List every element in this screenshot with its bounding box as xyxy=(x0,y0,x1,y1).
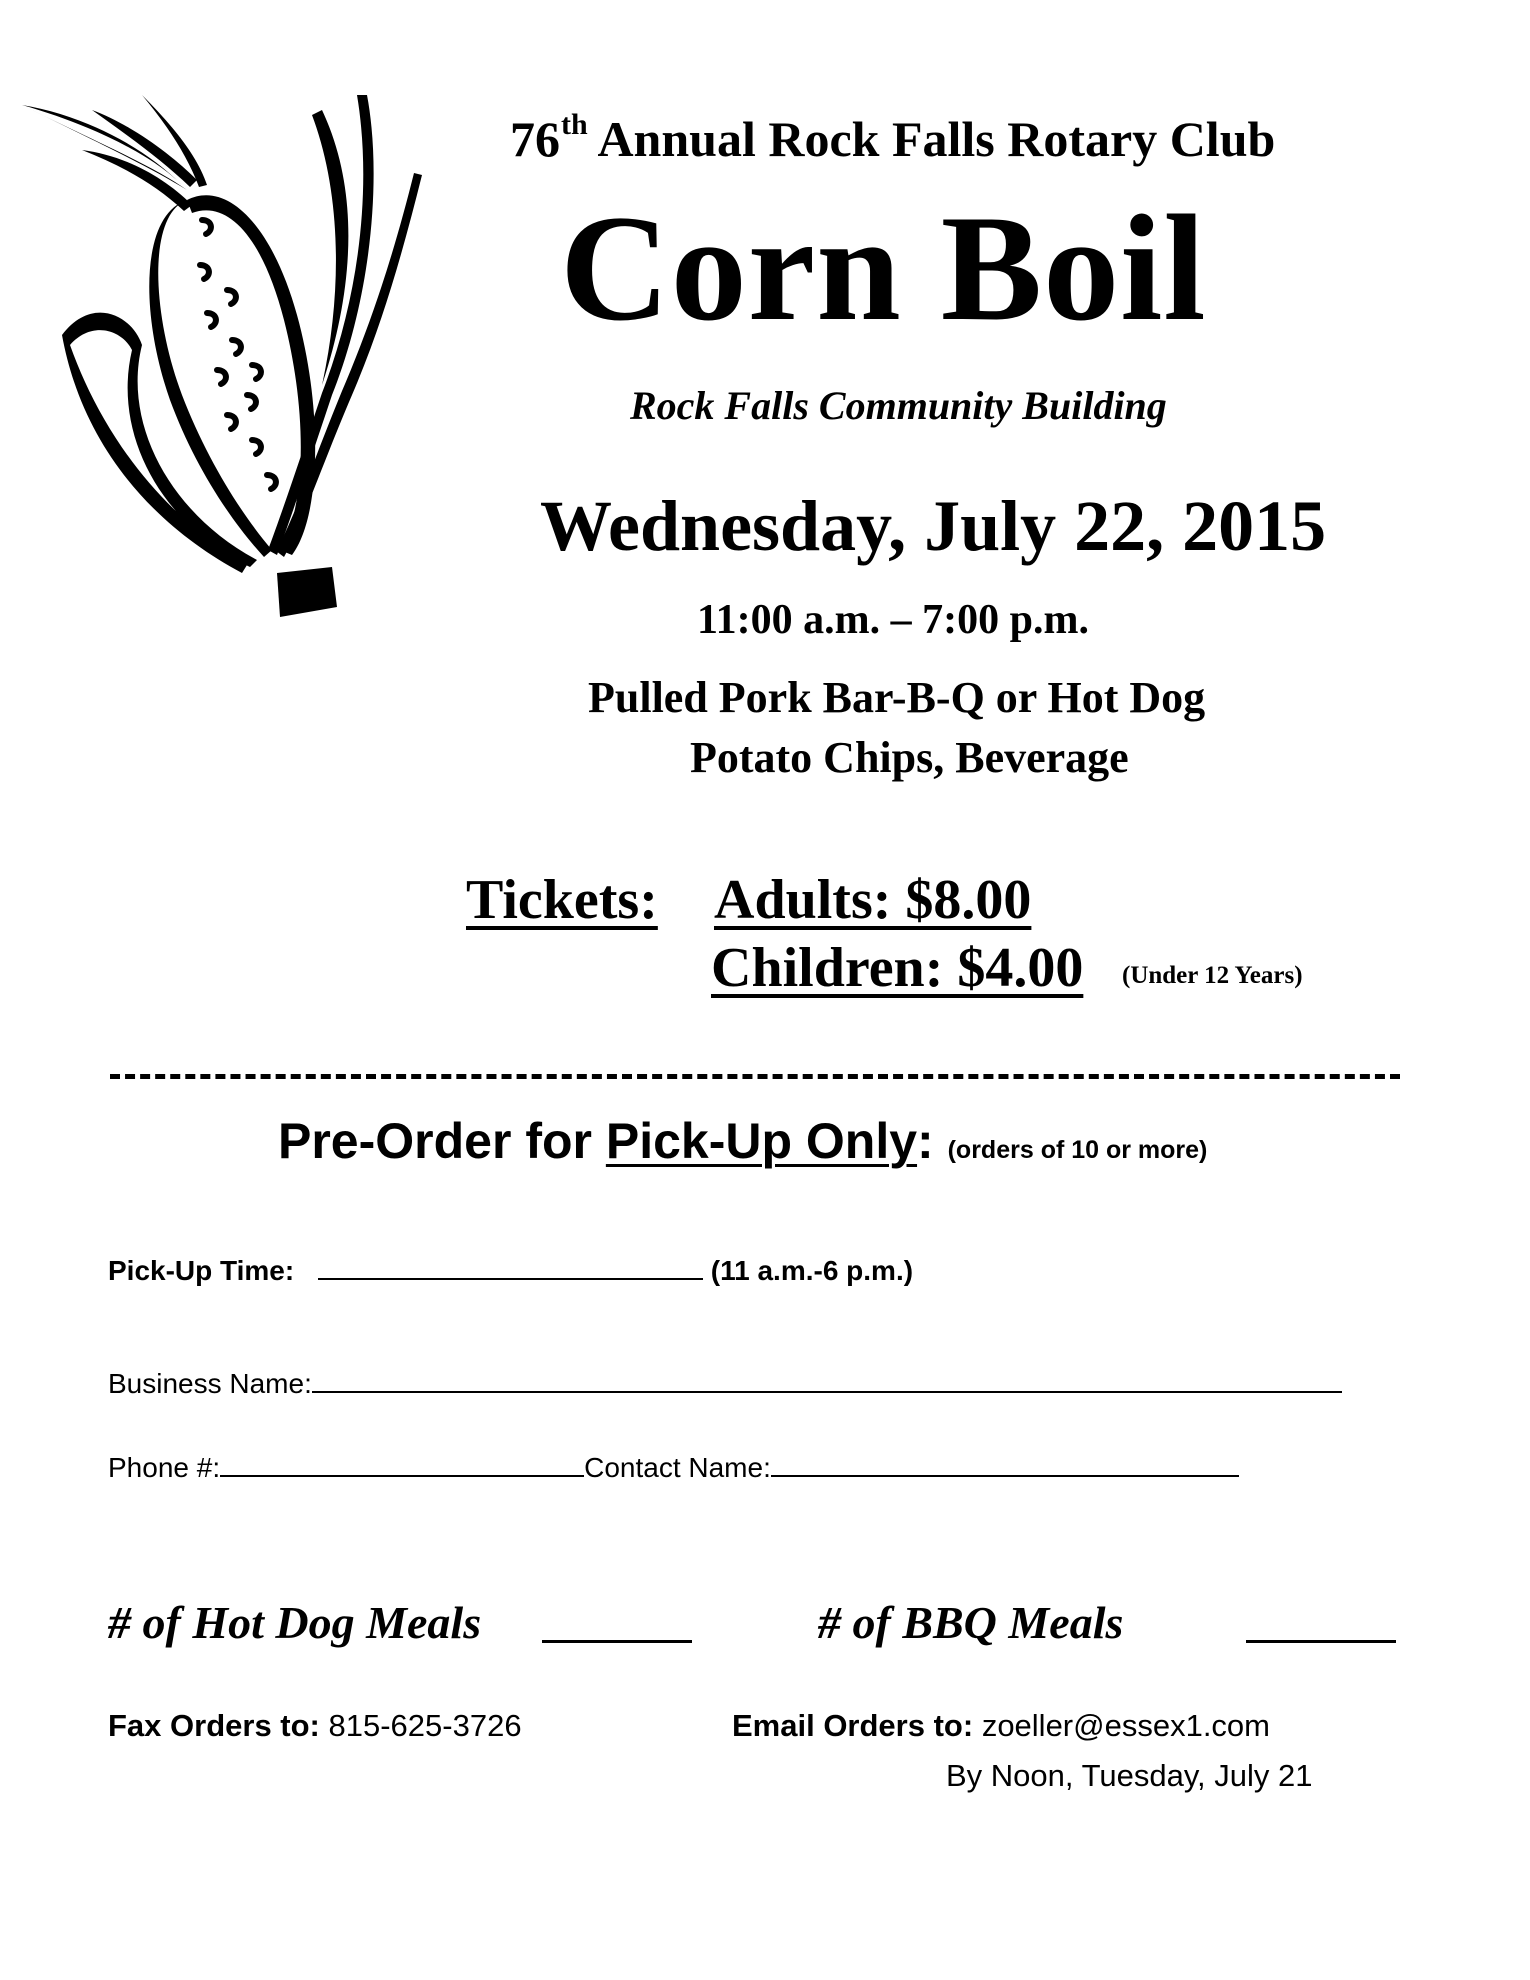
child-age-note: (Under 12 Years) xyxy=(1122,962,1303,989)
contact-name-label: Contact Name: xyxy=(584,1452,771,1483)
phone-field[interactable] xyxy=(220,1474,584,1477)
cut-line xyxy=(110,1074,1400,1079)
tickets-label: Tickets: xyxy=(466,869,658,931)
business-name-row xyxy=(108,1368,1342,1400)
order-deadline: By Noon, Tuesday, July 21 xyxy=(946,1758,1313,1793)
email-orders xyxy=(732,1708,1270,1744)
preorder-heading: Pre-Order for Pick-Up Only: (orders of 10 or more) xyxy=(278,1113,1208,1169)
hotdog-meals-field[interactable] xyxy=(542,1640,692,1643)
corn-cob-icon xyxy=(22,95,442,635)
bbq-meals-field[interactable] xyxy=(1246,1640,1396,1643)
business-name-label: Business Name: xyxy=(108,1368,312,1399)
adult-price: Adults: $8.00 xyxy=(714,869,1032,931)
email-label: Email Orders to: xyxy=(732,1708,974,1743)
menu-line-2: Potato Chips, Beverage xyxy=(690,733,1129,782)
phone-label: Phone #: xyxy=(108,1452,221,1483)
pickup-time-label: Pick-Up Time: xyxy=(108,1255,295,1286)
hotdog-meals-label: # of Hot Dog Meals xyxy=(108,1597,482,1648)
phone-contact-row xyxy=(108,1452,1239,1484)
ordinal-suffix: th xyxy=(561,108,588,141)
menu-line-1: Pulled Pork Bar-B-Q or Hot Dog xyxy=(588,673,1206,722)
contact-name-field[interactable] xyxy=(771,1474,1239,1477)
fax-label: Fax Orders to: xyxy=(108,1708,320,1743)
fax-number: 815-625-3726 xyxy=(328,1708,522,1743)
business-name-field[interactable] xyxy=(312,1390,1342,1393)
page-title: Corn Boil xyxy=(560,184,1207,352)
child-price: Children: $4.00 xyxy=(711,937,1084,999)
pickup-time-row xyxy=(108,1255,913,1287)
header-organization: 76th Annual Rock Falls Rotary Club xyxy=(510,108,1276,167)
event-time: 11:00 a.m. – 7:00 p.m. xyxy=(697,597,1089,643)
email-address: zoeller@essex1.com xyxy=(981,1708,1271,1743)
pickup-time-field[interactable] xyxy=(318,1277,703,1280)
preorder-note: (orders of 10 or more) xyxy=(947,1136,1208,1164)
bbq-meals-label: # of BBQ Meals xyxy=(818,1597,1124,1648)
venue: Rock Falls Community Building xyxy=(630,383,1167,428)
fax-orders xyxy=(108,1708,522,1744)
pickup-time-hint: (11 a.m.-6 p.m.) xyxy=(710,1255,914,1286)
event-date: Wednesday, July 22, 2015 xyxy=(540,486,1327,566)
